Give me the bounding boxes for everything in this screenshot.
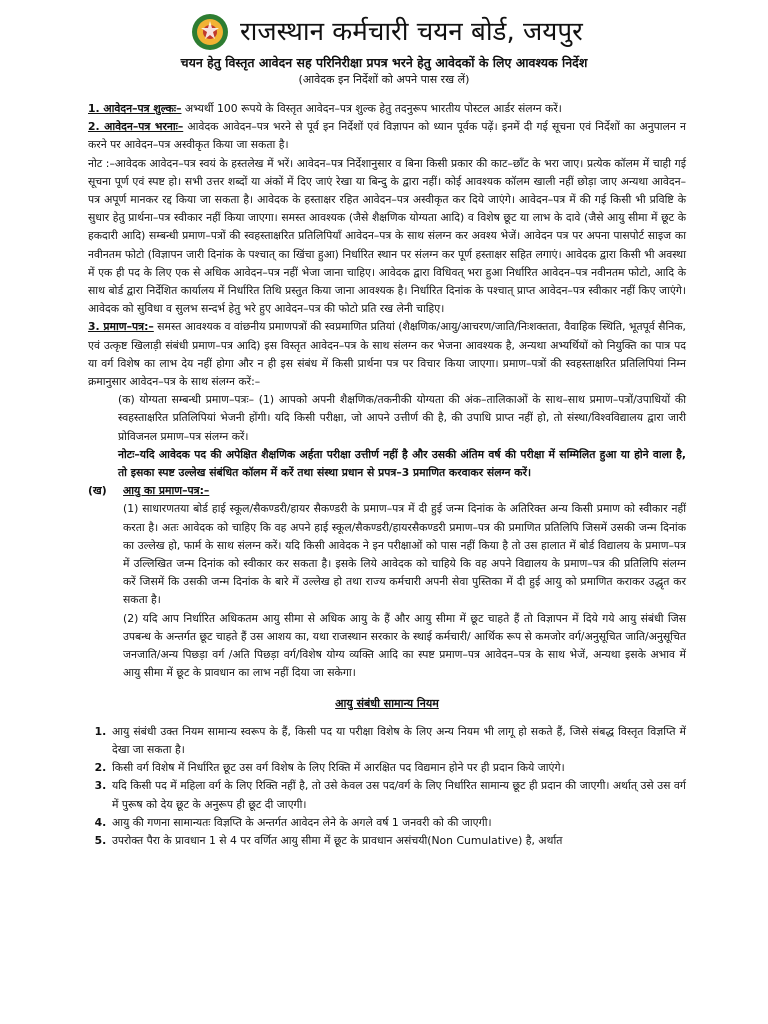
age-rule-item: 5. उपरोक्त पैरा के प्रावधान 1 से 4 पर वर्णित आयु सीमा में छूट के प्रावधान असंचयी(Non Cumulative) है, अर्थात bbox=[110, 832, 686, 850]
section-certificates bbox=[88, 318, 686, 391]
section-certificates-heading: 3. प्रमाण–पत्र:– bbox=[88, 320, 154, 334]
age-rule-item: 2. किसी वर्ग विशेष में निर्धारित छूट उस वर्ग विशेष के लिए रिक्ति में आरक्षित पद विद्यमान होने पर ही प्रदान किये जाएंगे। bbox=[110, 759, 686, 777]
section-fee bbox=[88, 100, 686, 118]
section-filling bbox=[88, 118, 686, 154]
age-certificate-title: आयु का प्रमाण–पत्र:– bbox=[123, 484, 210, 498]
section-filling-text: आवेदक आवेदन–पत्र भरने से पूर्व इन निर्देशों एवं विज्ञापन को ध्यान पूर्वक पढ़ें। इनमें दी गई सूचना एवं निर्देशों का अनुपालन न करने पर आवेदन–पत्र अस्वीकृत किया जा सकता है। bbox=[88, 120, 686, 152]
age-certificate-marker: (ख) bbox=[88, 484, 107, 498]
section-filling-note: नोट :–आवेदक आवेदन–पत्र स्वयं के हस्तलेख में भरें। आवेदन–पत्र निर्देशानुसार व बिना किसी प्रकार की काट–छाँट के भरा जाए। प्रत्येक कॉलम में चाही गई सूचना पूर्ण एवं स्पष्ट हो। सभी उत्तर शब्दों या अंकों में दिए जाएं रेखा या बिन्दु के द्वारा नहीं। कोई आवश्यक कॉलम खाली नहीं छोड़ा जाए अन्यथा आवेदन–पत्र अपूर्ण मानकर रद्द किया जा सकता है। आवेदक के हस्ताक्षर रहित आवेदन–पत्र अस्वीकृत कर दिये जाएंगे। आवेदन–पत्र में की गई किसी भी प्रविष्टि के सुधार हेतु प्रार्थना–पत्र स्वीकार नहीं किया जाएगा। समस्त आवश्यक (जैसे शैक्षणिक योग्यता आदि) व विशेष छूट या लाभ के दावे (जैसे आयु सीमा में छूट के हकदारी आदि) सम्बन्धी प्रमाण–पत्रों की स्वहस्ताक्षरित प्रतिलिपियाँ आवेदन–पत्र के साथ संलग्न कर अवश्य भेजें। आवेदन पत्र पर अपना पासपोर्ट साइज का नवीनतम फोटो (विज्ञापन जारी दिनांक के पश्चात् का खिंचा हुआ) निर्धारित स्थान पर संलग्न कर पूर्ण हस्ताक्षर सहित लगाएं। आवेदक द्वारा किसी भी अवस्था में एक ही पद के लिए एक से अधिक आवेदन–पत्र नहीं भेजा जाना चाहिए। आवेदक द्वारा विधिवत् भरा हुआ निर्धारित आवेदन–पत्र नवीनतम फोटो, आदि के साथ बोर्ड द्वारा निर्देशित कार्यालय में निर्धारित तिथि प्रस्तुत किया जाना आवश्यक है। निर्धारित दिनांक के पश्चात् प्राप्त आवेदन–पत्र स्वीकार नहीं किए जाएंगे। आवेदक को सुविधा व सुलभ सन्दर्भ हेतु भरे हुए आवेदन–पत्र की फोटो प्रति रख लेनी चाहिए। bbox=[88, 156, 686, 316]
letterhead bbox=[0, 12, 768, 56]
document-subtitle: चयन हेतु विस्तृत आवेदन सह परिनिरीक्षा प्रपत्र भरने हेतु आवेदकों के लिए आवश्यक निर्देश bbox=[180, 55, 588, 70]
age-rule-item: 3. यदि किसी पद में महिला वर्ग के लिए रिक्ति नहीं है, तो उसे केवल उस पद/वर्ग के लिए निर्धारित सामान्य छूट ही प्रदान की जाएगी। अर्थात् उसे उस वर्ग में पुरूष को देय छूट के अनुरूप ही छूट दी जाएगी। bbox=[110, 777, 686, 813]
age-rules-list bbox=[88, 723, 686, 850]
section-filling-heading: 2. आवेदन–पत्र भरनाः– bbox=[88, 120, 184, 134]
instructions-body bbox=[88, 100, 686, 850]
age-certificate-heading bbox=[88, 482, 686, 500]
board-name: राजस्थान कर्मचारी चयन बोर्ड, जयपुर bbox=[240, 17, 583, 47]
section-fee-heading: 1. आवेदन–पत्र शुल्कः– bbox=[88, 102, 182, 115]
qualification-certificate-item: (क) योग्यता सम्बन्धी प्रमाण–पत्रः– (1) आपको अपनी शैक्षणिक/तकनीकी योग्यता की अंक–तालिकाओं के साथ–साथ प्रमाण–पत्रों/उपाधियों की स्वहस्ताक्षरित प्रतिलिपियां भेजनी होंगी। यदि किसी परीक्षा, जो आपने उत्तीर्ण की है, की उपाधि प्राप्त नहीं हो, तो संस्था/विश्वविद्यालय द्वारा जारी प्रोविजनल प्रमाण–पत्र संलग्न करें। bbox=[118, 393, 686, 443]
qualification-certificate-note: नोटः–यदि आवेदक पद की अपेक्षित शैक्षणिक अर्हता परीक्षा उत्तीर्ण नहीं है और उसकी अंतिम वर्ष की परीक्षा में सम्मिलित हुआ या होने वाला है, तो इसका स्पष्ट उल्लेख संबंधित कॉलम में करें तथा संस्था प्रधान से प्रपत्र–3 प्रमाणित करवाकर संलग्न करें। bbox=[118, 447, 686, 480]
document-subnote: (आवेदक इन निर्देशों को अपने पास रख लें) bbox=[298, 73, 470, 86]
age-certificate-point-2: (2) यदि आप निर्धारित अधिकतम आयु सीमा से अधिक आयु के हैं और आयु सीमा में छूट चाहते हैं तो विज्ञापन में दिये गये आयु संबंधी जिस उपबन्ध के अन्तर्गत छूट चाहते हैं उस आशय का, यथा राजस्थान सरकार के स्थाई कर्मचारी/ आर्थिक रूप से कमजोर वर्ग/अनुसूचित जाति/अनुसूचित जनजाति/अन्य पिछड़ा वर्ग /अति पिछड़ा वर्ग/विशेष योग्य व्यक्ति आदि का स्पष्ट प्रमाण–पत्र आवेदन–पत्र के साथ भेजें, अन्यथा इसके अभाव में आयु सीमा में छूट के प्रावधान का लाभ नहीं दिया जा सकेगा। bbox=[123, 611, 686, 680]
section-certificates-text: समस्त आवश्यक व वांछनीय प्रमाणपत्रों की स्वप्रमाणित प्रतियां (शैक्षणिक/आयु/आचरण/जाति/निःशक्तता, वैवाहिक स्थिति, भूतपूर्व सैनिक, एवं उत्कृष्ट खिलाड़ी संबंधी प्रमाण–पत्र आदि) इस विस्तृत आवेदन–पत्र के साथ संलग्न कर भेजना आवश्यक है, अन्यथा अभ्यर्थियों को नियुक्ति का पात्र पद या वर्ग विशेष का लाभ देय नहीं होगा और न ही इस संबंध में किसी प्रार्थना पत्र पर विचार किया जाएगा। प्रमाण–पत्रों की स्वहस्ताक्षरित प्रतिलिपियां निम्न क्रमानुसार आवेदन–पत्र के साथ संलग्न करें:– bbox=[88, 320, 686, 389]
section-fee-text: अभ्यर्थी 100 रूपये के विस्तृत आवेदन–पत्र शुल्क हेतु तदनुरूप भारतीय पोस्टल आर्डर संलग्न करें। bbox=[181, 102, 562, 115]
age-rule-item: 1. आयु संबंधी उक्त नियम सामान्य स्वरूप के हैं, किसी पद या परीक्षा विशेष के लिए अन्य नियम भी लागू हो सकते हैं, जिसे संबद्ध विस्तृत विज्ञप्ति में देखा जा सकता है। bbox=[110, 723, 686, 759]
board-emblem-icon bbox=[190, 12, 230, 52]
age-rules-title: आयु संबंधी सामान्य नियम bbox=[335, 696, 439, 710]
age-rule-item: 4. आयु की गणना सामान्यतः विज्ञप्ति के अन्तर्गत आवेदन लेने के अगले वर्ष 1 जनवरी को की जाएगी। bbox=[110, 814, 686, 832]
age-certificate-point-1: (1) साधारणतया बोर्ड हाई स्कूल/सैकण्डरी/हायर सैकण्डरी के प्रमाण–पत्र में दी हुई जन्म दिनांक के अतिरिक्त अन्य किसी प्रमाण को स्वीकार नहीं करता है। अतः आवेदक को चाहिए कि वह अपने हाई स्कूल/सैकण्डरी/हायरसैकण्डरी प्रमाण–पत्र की प्रमाणित प्रतिलिपि जिसमें उसकी जन्म दिनांक का उल्लेख हो, फार्म के साथ संलग्न करें। यदि किसी आवेदक ने इन परीक्षाओं को पास नहीं किया है तो उस हालात में बोर्ड विद्यालय के प्रमाण–पत्र में उल्लिखित जन्म दिनांक को स्वीकार कर सकता है। इसके लिये आवेदक को चाहिये कि वह अपने विद्यालय के प्रमाण–पत्र की प्रतिलिपि संलग्न करें जिसमें कि उसकी जन्म दिनांक के बारे में उल्लेख हो तथा राज्य कर्मचारी अपनी सेवा पुस्तिका में दी हुई आयु को प्रमाणित कराकर उद्धृत कर सकता है। bbox=[123, 502, 686, 607]
